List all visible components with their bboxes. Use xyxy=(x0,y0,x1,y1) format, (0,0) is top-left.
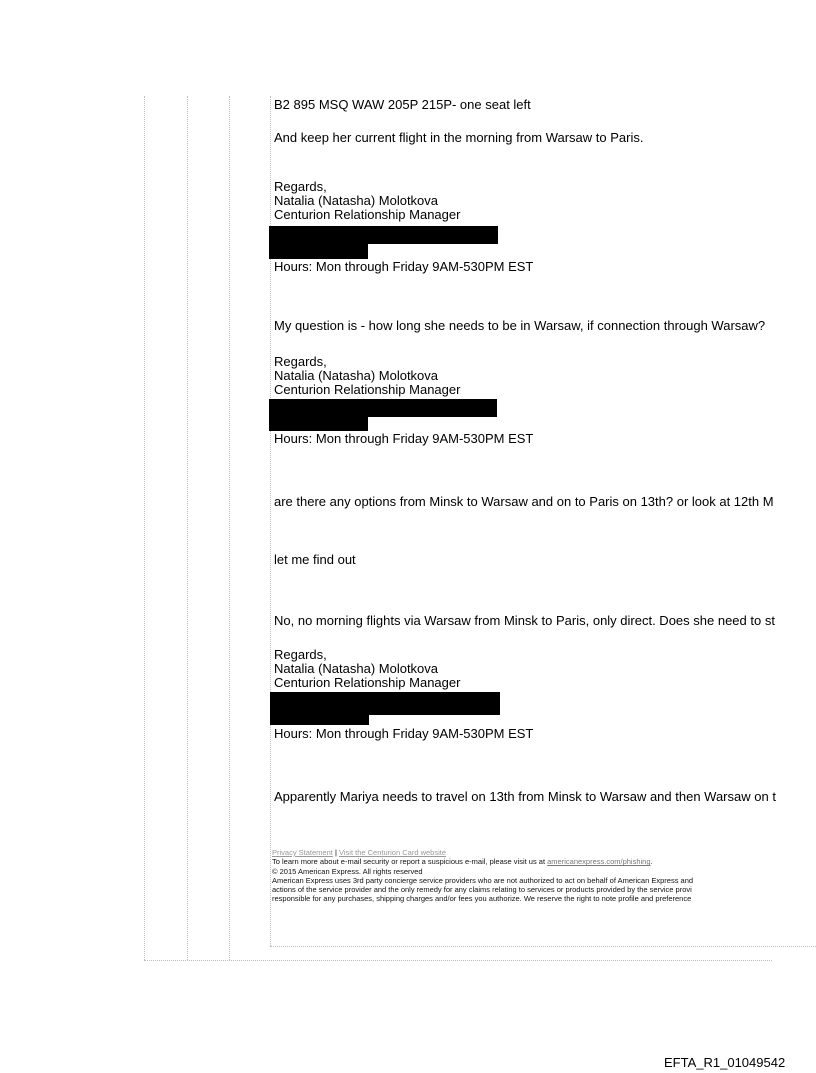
signature-regards: Regards, xyxy=(274,647,327,662)
left-rule-2 xyxy=(187,96,188,960)
security-notice xyxy=(272,857,693,866)
redaction-bar xyxy=(269,226,498,244)
message-column-rule xyxy=(270,96,271,946)
signature-block xyxy=(274,180,460,222)
find-out-line: let me find out xyxy=(274,552,356,567)
redaction-bar xyxy=(270,714,369,725)
signature-title: Centurion Relationship Manager xyxy=(274,382,461,397)
signature-name: Natalia (Natasha) Molotkova xyxy=(274,193,439,208)
no-morning-flights-line: No, no morning flights via Warsaw from Minsk to Paris, only direct. Does she need to st xyxy=(274,613,775,628)
signature-name: Natalia (Natasha) Molotkova xyxy=(274,661,439,676)
table-bottom-rule xyxy=(144,960,772,961)
apparently-line: Apparently Mariya needs to travel on 13th from Minsk to Warsaw and then Warsaw on t xyxy=(274,789,776,804)
footer-separator: | xyxy=(334,848,337,857)
redaction-bar xyxy=(269,417,368,431)
redaction-bar xyxy=(269,244,368,259)
signature-title: Centurion Relationship Manager xyxy=(274,207,461,222)
message-bottom-rule xyxy=(270,946,816,947)
signature-hours: Hours: Mon through Friday 9AM-530PM EST xyxy=(274,726,534,741)
document-id: EFTA_R1_01049542 xyxy=(664,1055,786,1070)
security-text: To learn more about e-mail security or report a suspicious e-mail, please visit us at xyxy=(272,857,546,867)
footer-links xyxy=(272,848,693,857)
phishing-link[interactable]: americanexpress.com/phishing xyxy=(547,857,651,867)
signature-title: Centurion Relationship Manager xyxy=(274,675,461,690)
disclaimer-line-1: American Express uses 3rd party concierge service providers who are not authorized to act on behalf of American Express and xyxy=(272,875,694,885)
signature-name: Natalia (Natasha) Molotkova xyxy=(274,368,439,383)
left-rule-1 xyxy=(144,96,145,960)
redaction-bar xyxy=(270,692,500,715)
signature-regards: Regards, xyxy=(274,179,327,194)
signature-block xyxy=(274,648,460,690)
security-end: . xyxy=(650,857,653,867)
disclaimer-line-3: responsible for any purchases, shipping charges and/or fees you authorize. We reserve the right to note profile and preference xyxy=(272,894,692,904)
flight-option-line: B2 895 MSQ WAW 205P 215P- one seat left xyxy=(274,97,531,112)
options-question-line: are there any options from Minsk to Warsaw and on to Paris on 13th? or look at 12th M xyxy=(274,494,774,509)
left-rule-3 xyxy=(229,96,230,960)
signature-hours: Hours: Mon through Friday 9AM-530PM EST xyxy=(274,431,534,446)
signature-hours: Hours: Mon through Friday 9AM-530PM EST xyxy=(274,259,534,274)
keep-flight-line: And keep her current flight in the morning from Warsaw to Paris. xyxy=(274,130,644,145)
question-warsaw-line: My question is - how long she needs to be in Warsaw, if connection through Warsaw? xyxy=(274,318,766,333)
redaction-bar xyxy=(269,399,497,417)
centurion-website-link[interactable]: Visit the Centurion Card website xyxy=(339,848,446,857)
amex-footer xyxy=(272,848,693,904)
signature-regards: Regards, xyxy=(274,354,327,369)
disclaimer-line-2: actions of the service provider and the only remedy for any claims relating to services or products provided by the service provi xyxy=(272,885,692,895)
copyright: © 2015 American Express. All rights reserved xyxy=(272,866,423,876)
signature-block xyxy=(274,355,460,397)
privacy-statement-link[interactable]: Privacy Statement xyxy=(272,848,333,857)
